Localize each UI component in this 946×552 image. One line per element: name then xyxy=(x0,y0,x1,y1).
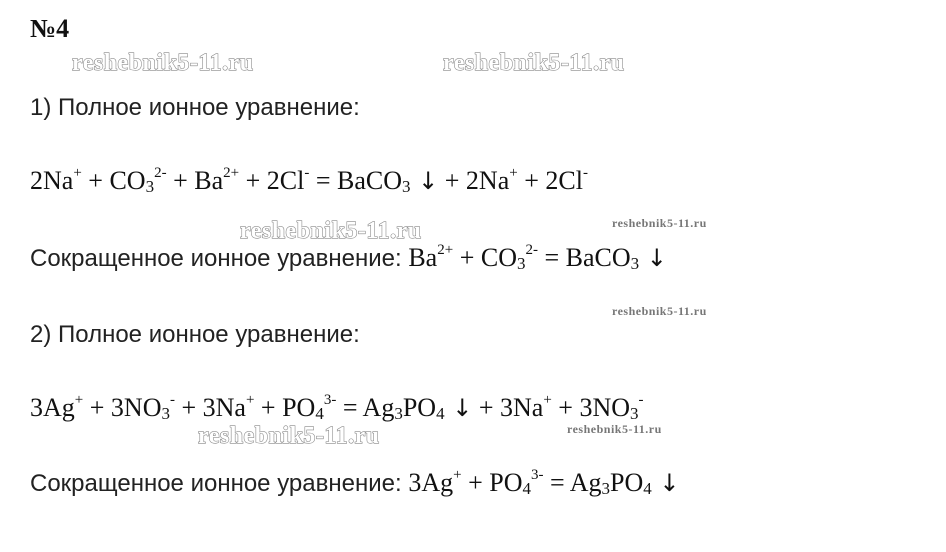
precipitate-arrow-icon: ↓ xyxy=(410,167,439,195)
part1-full-equation: $2Na^+ + CO_3^{2-} + Ba^{2+} + 2Cl^-$ = BaCO$_3$ ↓ + 2Na+ + 2Cl- xyxy=(30,165,588,196)
watermark: reshebnik5-11.ru xyxy=(198,423,380,449)
part2-heading: 2) Полное ионное уравнение: xyxy=(30,321,360,348)
part2-full-equation: $3Ag^+ + 3NO_3^- + 3Na^+ + PO_4^{3-} = Ag_3PO_4$ ↓ + $3Na^+ + 3NO_3^-$ xyxy=(30,392,644,423)
watermark: reshebnik5-11.ru xyxy=(612,304,707,318)
part2-short-equation: Сокращенное ионное уравнение: $3Ag^+ + PO_4^{3-} = Ag_3PO_4$ ↓ xyxy=(30,467,680,498)
precipitate-arrow-icon: ↓ xyxy=(651,469,680,497)
precipitate-arrow-icon: ↓ xyxy=(444,394,473,422)
problem-number: №4 xyxy=(30,14,70,43)
short-label: Сокращенное ионное уравнение: xyxy=(30,470,409,497)
watermark: reshebnik5-11.ru xyxy=(567,422,662,436)
watermark: reshebnik5-11.ru xyxy=(72,50,254,76)
short-label: Сокращенное ионное уравнение: xyxy=(30,245,409,272)
precipitate-arrow-icon: ↓ xyxy=(639,244,667,272)
part1-short-equation: Сокращенное ионное уравнение: $Ba^{2+} + CO_3^{2-}$ = BaCO$_3$ ↓ xyxy=(30,242,667,273)
watermark: reshebnik5-11.ru xyxy=(240,218,422,244)
watermark: reshebnik5-11.ru xyxy=(612,216,707,230)
part1-heading: 1) Полное ионное уравнение: xyxy=(30,94,360,121)
watermark: reshebnik5-11.ru xyxy=(443,50,625,76)
